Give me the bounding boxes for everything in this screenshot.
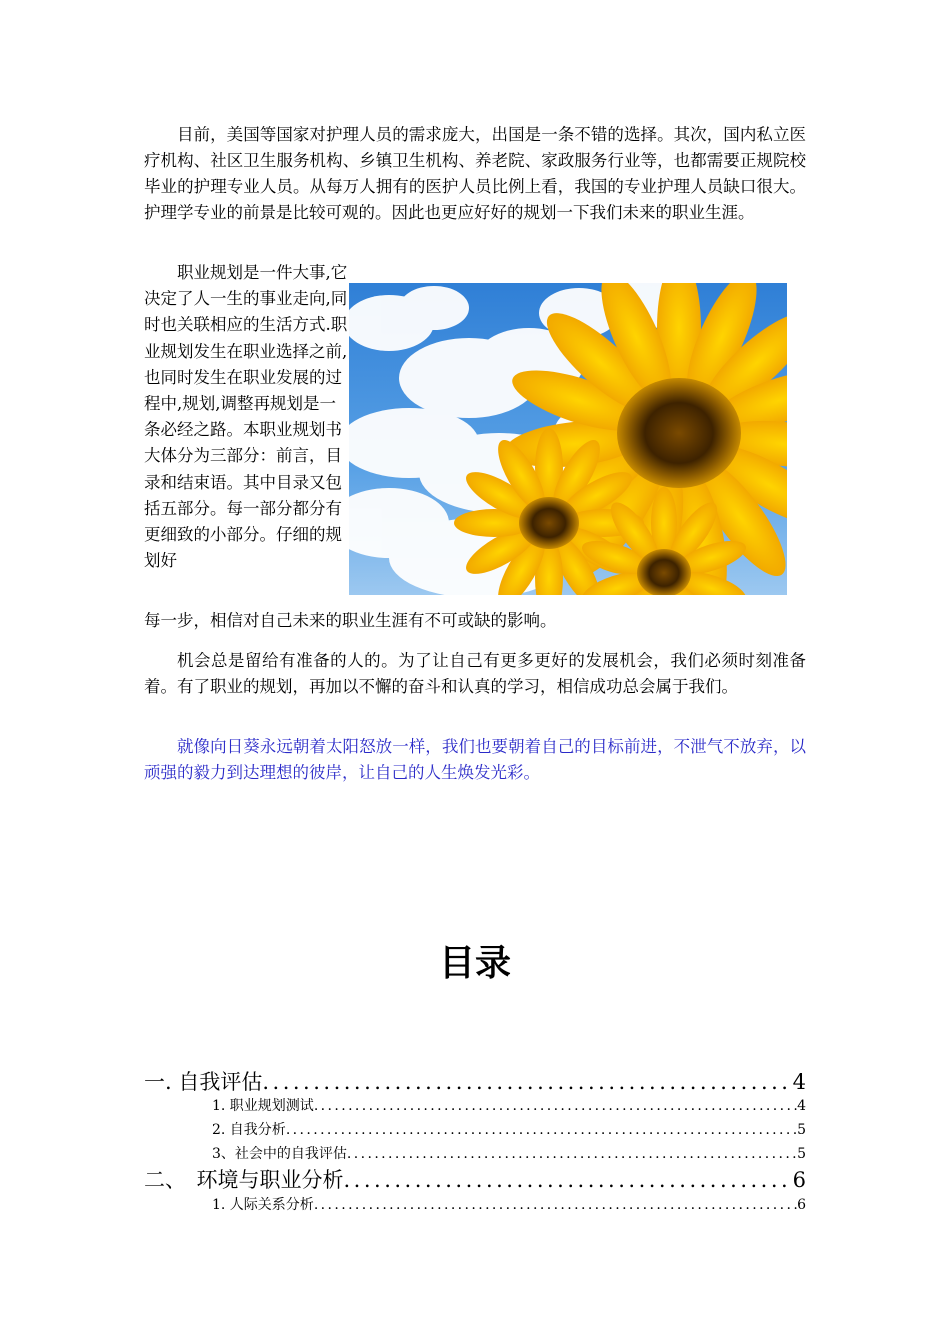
toc-entry[interactable]: [144, 1066, 806, 1096]
toc-entry-page: 5: [797, 1122, 806, 1138]
career-plan-paragraph-text: 职业规划是一件大事,它决定了人一生的事业走向,同时也关联相应的生活方式.职业规划发生在职业选择之前,也同时发生在职业发展的过程中,规划,调整再规划是一条必经之路。本职业规划书大体分为三部分：前言，目录和结束语。其中目录又包括五部分。每一部分都分有更细致的小部分。仔细的规划好: [144, 263, 348, 571]
toc-title: 目录: [438, 943, 511, 984]
toc-entry-label: 2. 自我分析: [212, 1122, 286, 1138]
toc-entry-label: 1. 职业规划测试: [212, 1098, 314, 1114]
sunflower-photo: [349, 283, 787, 595]
toc-entry[interactable]: [212, 1095, 806, 1115]
toc-entry-page: 5: [797, 1146, 806, 1162]
toc-entry-label: 1. 人际关系分析: [212, 1197, 314, 1213]
toc-entry-label: 3、社会中的自我评估: [212, 1146, 347, 1162]
toc-entry[interactable]: [212, 1194, 806, 1214]
toc-leader-dots: [344, 1168, 793, 1192]
toc-entry-page: 6: [797, 1197, 806, 1213]
toc-leader-dots: [314, 1197, 797, 1213]
toc-leader-dots: [286, 1122, 797, 1138]
toc-entry-page: 4: [792, 1070, 806, 1094]
toc-entry-page: 6: [792, 1168, 806, 1192]
toc-entry-page: 4: [797, 1098, 806, 1114]
toc-entry-label: 二、 环境与职业分析: [144, 1168, 344, 1192]
career-plan-paragraph-tail: 每一步，相信对自己未来的职业生涯有不可或缺的影响。: [144, 611, 557, 630]
closing-paragraph: 就像向日葵永远朝着太阳怒放一样，我们也要朝着自己的目标前进，不泄气不放弃，以顽强的毅力到达理想的彼岸，让自己的人生焕发光彩。: [144, 737, 806, 782]
toc-entry-label: 一. 自我评估: [144, 1070, 263, 1094]
toc-entry[interactable]: [212, 1143, 806, 1163]
toc-leader-dots: [314, 1098, 797, 1114]
toc-entry[interactable]: [144, 1164, 806, 1194]
toc-entry[interactable]: [212, 1119, 806, 1139]
opportunity-paragraph: 机会总是留给有准备的人的。为了让自己有更多更好的发展机会，我们必须时刻准备着。有了职业的规划，再加以不懈的奋斗和认真的学习，相信成功总会属于我们。: [144, 651, 806, 696]
career-plan-paragraph: [144, 260, 352, 574]
toc-leader-dots: [347, 1146, 797, 1162]
toc-leader-dots: [262, 1070, 792, 1094]
intro-paragraph: 目前，美国等国家对护理人员的需求庞大，出国是一条不错的选择。其次，国内私立医疗机构、社区卫生服务机构、乡镇卫生机构、养老院、家政服务行业等，也都需要正规院校毕业的护理专业人员。从每万人拥有的医护人员比例上看，我国的专业护理人员缺口很大。护理学专业的前景是比较可观的。因此也更应好好的规划一下我们未来的职业生涯。: [144, 125, 806, 222]
